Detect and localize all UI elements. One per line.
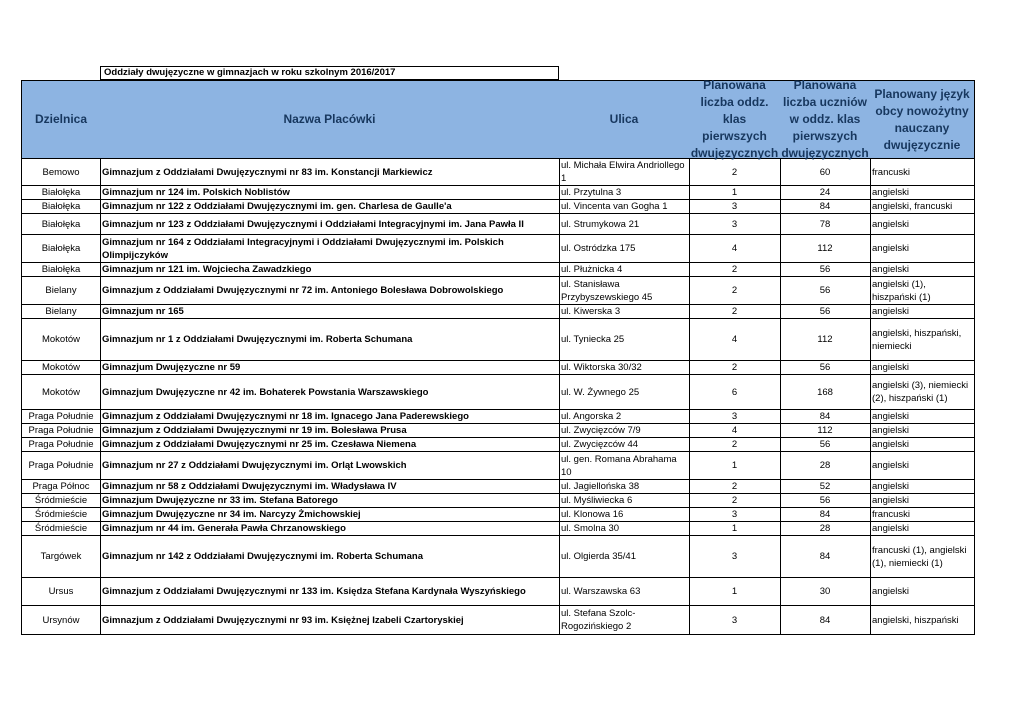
table-row <box>21 305 975 319</box>
cell-street: ul. Vincenta van Gogha 1 <box>559 200 690 214</box>
header-district: Dzielnica <box>21 80 101 159</box>
cell-street: ul. Ostródzka 175 <box>559 235 690 263</box>
cell-classes: 3 <box>689 214 781 235</box>
table-row <box>21 200 975 214</box>
cell-students: 112 <box>780 235 871 263</box>
cell-students: 56 <box>780 438 871 452</box>
table-row <box>21 319 975 361</box>
cell-language: angielski <box>870 263 975 277</box>
cell-district: Praga Południe <box>21 424 101 438</box>
cell-classes: 3 <box>689 508 781 522</box>
header-classes: Planowana liczba oddz. klas pierwszych dwujęzycznych <box>689 80 781 159</box>
cell-district: Białołęka <box>21 263 101 277</box>
cell-language: angielski <box>870 494 975 508</box>
cell-street: ul. Olgierda 35/41 <box>559 536 690 578</box>
cell-classes: 1 <box>689 522 781 536</box>
cell-classes: 2 <box>689 361 781 375</box>
cell-district: Śródmieście <box>21 522 101 536</box>
table-row <box>21 263 975 277</box>
cell-language: angielski <box>870 410 975 424</box>
cell-street: ul. Klonowa 16 <box>559 508 690 522</box>
cell-school: Gimnazjum z Oddziałami Dwujęzycznymi nr 18 im. Ignacego Jana Paderewskiego <box>100 410 560 424</box>
cell-students: 84 <box>780 508 871 522</box>
table-row <box>21 186 975 200</box>
table-row <box>21 438 975 452</box>
cell-street: ul. Płużnicka 4 <box>559 263 690 277</box>
cell-language: angielski <box>870 480 975 494</box>
cell-students: 84 <box>780 606 871 635</box>
cell-street: ul. Michała Elwira Andriollego 1 <box>559 159 690 186</box>
cell-school: Gimnazjum z Oddziałami Dwujęzycznymi nr 133 im. Księdza Stefana Kardynała Wyszyńskiego <box>100 578 560 606</box>
cell-school: Gimnazjum Dwujęzyczne nr 59 <box>100 361 560 375</box>
table-title: Oddziały dwujęzyczne w gimnazjach w roku szkolnym 2016/2017 <box>100 66 559 80</box>
cell-street: ul. Strumykowa 21 <box>559 214 690 235</box>
cell-students: 168 <box>780 375 871 410</box>
cell-language: angielski, francuski <box>870 200 975 214</box>
cell-language: francuski (1), angielski (1), niemiecki (1) <box>870 536 975 578</box>
cell-district: Białołęka <box>21 200 101 214</box>
table-row <box>21 522 975 536</box>
cell-district: Bielany <box>21 305 101 319</box>
cell-district: Mokotów <box>21 319 101 361</box>
cell-street: ul. Tyniecka 25 <box>559 319 690 361</box>
cell-classes: 2 <box>689 480 781 494</box>
cell-school: Gimnazjum z Oddziałami Dwujęzycznymi nr 93 im. Księżnej Izabeli Czartoryskiej <box>100 606 560 635</box>
cell-students: 60 <box>780 159 871 186</box>
cell-language: angielski <box>870 361 975 375</box>
cell-school: Gimnazjum nr 1 z Oddziałami Dwujęzycznymi im. Roberta Schumana <box>100 319 560 361</box>
cell-language: angielski <box>870 438 975 452</box>
cell-classes: 3 <box>689 606 781 635</box>
cell-language: angielski <box>870 578 975 606</box>
cell-classes: 4 <box>689 424 781 438</box>
cell-language: angielski <box>870 186 975 200</box>
cell-students: 84 <box>780 536 871 578</box>
cell-school: Gimnazjum nr 164 z Oddziałami Integracyjnymi i Oddziałami Dwujęzycznymi im. Polskich Olimpijczyków <box>100 235 560 263</box>
table-row <box>21 606 975 635</box>
cell-street: ul. Przytulna 3 <box>559 186 690 200</box>
cell-students: 30 <box>780 578 871 606</box>
cell-language: francuski <box>870 159 975 186</box>
cell-language: angielski <box>870 214 975 235</box>
cell-students: 78 <box>780 214 871 235</box>
cell-school: Gimnazjum nr 165 <box>100 305 560 319</box>
cell-school: Gimnazjum z Oddziałami Dwujęzycznymi nr 72 im. Antoniego Bolesława Dobrowolskiego <box>100 277 560 305</box>
cell-language: angielski <box>870 235 975 263</box>
cell-district: Ursynów <box>21 606 101 635</box>
cell-students: 56 <box>780 361 871 375</box>
table-row <box>21 277 975 305</box>
cell-street: ul. Jagiellońska 38 <box>559 480 690 494</box>
table-row <box>21 536 975 578</box>
cell-district: Bemowo <box>21 159 101 186</box>
cell-school: Gimnazjum nr 124 im. Polskich Noblistów <box>100 186 560 200</box>
header-language: Planowany język obcy nowożytny nauczany dwujęzycznie <box>870 80 975 159</box>
cell-street: ul. Smolna 30 <box>559 522 690 536</box>
cell-classes: 1 <box>689 578 781 606</box>
cell-students: 52 <box>780 480 871 494</box>
cell-school: Gimnazjum Dwujęzyczne nr 42 im. Bohaterek Powstania Warszawskiego <box>100 375 560 410</box>
cell-school: Gimnazjum nr 58 z Oddziałami Dwujęzycznymi im. Władysława IV <box>100 480 560 494</box>
cell-street: ul. Kiwerska 3 <box>559 305 690 319</box>
cell-classes: 2 <box>689 277 781 305</box>
cell-language: francuski <box>870 508 975 522</box>
cell-school: Gimnazjum nr 142 z Oddziałami Dwujęzycznymi im. Roberta Schumana <box>100 536 560 578</box>
cell-students: 112 <box>780 319 871 361</box>
cell-students: 56 <box>780 263 871 277</box>
cell-students: 28 <box>780 452 871 480</box>
cell-language: angielski <box>870 305 975 319</box>
table-row <box>21 361 975 375</box>
cell-school: Gimnazjum nr 123 z Oddziałami Dwujęzycznymi i Oddziałami Integracyjnymi im. Jana Pawła II <box>100 214 560 235</box>
cell-language: angielski (3), niemiecki (2), hiszpański (1) <box>870 375 975 410</box>
cell-district: Śródmieście <box>21 494 101 508</box>
cell-language: angielski <box>870 424 975 438</box>
cell-school: Gimnazjum nr 27 z Oddziałami Dwujęzycznymi im. Orląt Lwowskich <box>100 452 560 480</box>
table-row <box>21 214 975 235</box>
cell-district: Śródmieście <box>21 508 101 522</box>
cell-students: 56 <box>780 277 871 305</box>
cell-street: ul. gen. Romana Abrahama 10 <box>559 452 690 480</box>
cell-street: ul. Stanisława Przybyszewskiego 45 <box>559 277 690 305</box>
cell-classes: 2 <box>689 305 781 319</box>
table-row <box>21 424 975 438</box>
cell-classes: 1 <box>689 452 781 480</box>
cell-classes: 3 <box>689 410 781 424</box>
cell-district: Praga Południe <box>21 452 101 480</box>
table-row <box>21 494 975 508</box>
cell-classes: 6 <box>689 375 781 410</box>
table-row <box>21 578 975 606</box>
cell-classes: 4 <box>689 235 781 263</box>
cell-school: Gimnazjum Dwujęzyczne nr 34 im. Narcyzy Żmichowskiej <box>100 508 560 522</box>
cell-street: ul. Zwycięzców 7/9 <box>559 424 690 438</box>
cell-language: angielski (1), hiszpański (1) <box>870 277 975 305</box>
cell-district: Białołęka <box>21 214 101 235</box>
cell-classes: 2 <box>689 438 781 452</box>
cell-students: 84 <box>780 200 871 214</box>
cell-school: Gimnazjum Dwujęzyczne nr 33 im. Stefana Batorego <box>100 494 560 508</box>
cell-language: angielski <box>870 452 975 480</box>
cell-district: Ursus <box>21 578 101 606</box>
cell-street: ul. Wiktorska 30/32 <box>559 361 690 375</box>
cell-street: ul. Angorska 2 <box>559 410 690 424</box>
cell-classes: 2 <box>689 494 781 508</box>
cell-district: Praga Północ <box>21 480 101 494</box>
cell-classes: 1 <box>689 186 781 200</box>
cell-language: angielski <box>870 522 975 536</box>
cell-district: Białołęka <box>21 186 101 200</box>
table-row <box>21 159 975 186</box>
cell-street: ul. Myśliwiecka 6 <box>559 494 690 508</box>
cell-district: Mokotów <box>21 361 101 375</box>
table-row <box>21 235 975 263</box>
cell-school: Gimnazjum nr 122 z Oddziałami Dwujęzycznymi im. gen. Charlesa de Gaulle'a <box>100 200 560 214</box>
cell-street: ul. W. Żywnego 25 <box>559 375 690 410</box>
cell-school: Gimnazjum z Oddziałami Dwujęzycznymi nr 25 im. Czesława Niemena <box>100 438 560 452</box>
cell-district: Targówek <box>21 536 101 578</box>
cell-school: Gimnazjum nr 121 im. Wojciecha Zawadzkiego <box>100 263 560 277</box>
cell-street: ul. Stefana Szolc-Rogozińskiego 2 <box>559 606 690 635</box>
table-row <box>21 452 975 480</box>
cell-classes: 3 <box>689 200 781 214</box>
header-street: Ulica <box>559 80 690 159</box>
cell-students: 28 <box>780 522 871 536</box>
cell-students: 84 <box>780 410 871 424</box>
cell-classes: 2 <box>689 263 781 277</box>
cell-street: ul. Zwycięzców 44 <box>559 438 690 452</box>
table-row <box>21 410 975 424</box>
cell-language: angielski, hiszpański, niemiecki <box>870 319 975 361</box>
cell-street: ul. Warszawska 63 <box>559 578 690 606</box>
cell-school: Gimnazjum z Oddziałami Dwujęzycznymi nr 19 im. Bolesława Prusa <box>100 424 560 438</box>
cell-language: angielski, hiszpański <box>870 606 975 635</box>
cell-classes: 2 <box>689 159 781 186</box>
cell-students: 56 <box>780 494 871 508</box>
cell-students: 112 <box>780 424 871 438</box>
header-students: Planowana liczba uczniów w oddz. klas pierwszych dwujęzycznych <box>780 80 871 159</box>
cell-school: Gimnazjum z Oddziałami Dwujęzycznymi nr 83 im. Konstancji Markiewicz <box>100 159 560 186</box>
cell-district: Praga Południe <box>21 438 101 452</box>
cell-classes: 4 <box>689 319 781 361</box>
cell-classes: 3 <box>689 536 781 578</box>
cell-students: 24 <box>780 186 871 200</box>
cell-district: Białołęka <box>21 235 101 263</box>
cell-district: Bielany <box>21 277 101 305</box>
table-row <box>21 480 975 494</box>
header-school: Nazwa Placówki <box>100 80 560 159</box>
cell-district: Praga Południe <box>21 410 101 424</box>
table-row <box>21 508 975 522</box>
table-row <box>21 375 975 410</box>
cell-school: Gimnazjum nr 44 im. Generała Pawła Chrzanowskiego <box>100 522 560 536</box>
cell-students: 56 <box>780 305 871 319</box>
cell-district: Mokotów <box>21 375 101 410</box>
